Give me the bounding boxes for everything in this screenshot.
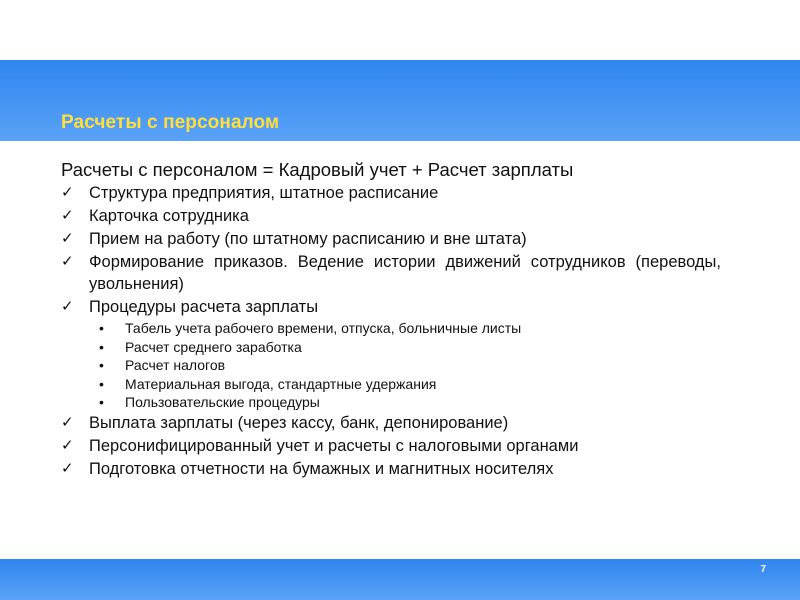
checkmark-icon: ✓ (61, 298, 74, 315)
sub-list-item (99, 375, 721, 394)
checkmark-icon: ✓ (61, 184, 74, 201)
sub-list (61, 319, 721, 412)
list-item-text: Прием на работу (по штатному расписанию и вне штата) (89, 230, 527, 248)
sub-list-item (99, 338, 721, 357)
page-number: 7 (760, 564, 766, 575)
list-item-text: Выплата зарплаты (через кассу, банк, депонирование) (89, 413, 509, 432)
bullet-icon: • (99, 375, 104, 392)
sub-list-item (99, 356, 721, 375)
list-item (61, 458, 721, 480)
bullet-icon: • (99, 320, 104, 336)
list-item (61, 412, 721, 434)
list-item (61, 182, 721, 204)
checkmark-icon: ✓ (61, 207, 74, 224)
slide-content (61, 159, 721, 481)
sub-list-item-text: Табель учета рабочего времени, отпуска, больничные листы (125, 320, 522, 336)
checkmark-icon: ✓ (61, 253, 74, 270)
list-item-text: Структура предприятия, штатное расписание (89, 184, 439, 202)
list-item (61, 296, 721, 318)
sub-list-item-text: Пользовательские процедуры (125, 394, 320, 410)
list-item-text: Формирование приказов. Ведение истории движений сотрудников (переводы, увольнения) (89, 253, 721, 293)
list-item (61, 205, 721, 227)
sub-list-item-text: Расчет налогов (125, 357, 226, 373)
list-item (61, 251, 721, 295)
bullet-icon: • (99, 338, 104, 355)
sub-list-item-text: Материальная выгода, стандартные удержания (125, 375, 437, 392)
list-item-text: Персонифицированный учет и расчеты с налоговыми органами (89, 436, 579, 455)
sub-list-item (99, 393, 721, 412)
list-item-text: Карточка сотрудника (89, 207, 249, 225)
bullet-icon: • (99, 394, 104, 410)
list-item (61, 435, 721, 457)
list-item-text: Процедуры расчета зарплаты (89, 298, 319, 316)
checkmark-icon: ✓ (61, 413, 74, 431)
sub-list-item (99, 319, 721, 338)
list-item-text: Подготовка отчетности на бумажных и магнитных носителях (89, 459, 554, 478)
list-item (61, 228, 721, 250)
checkmark-icon: ✓ (61, 436, 74, 454)
checkmark-icon: ✓ (61, 230, 74, 247)
slide-title: Расчеты с персоналом (61, 112, 280, 133)
bullet-icon: • (99, 357, 104, 373)
sub-list-item-text: Расчет среднего заработка (125, 338, 302, 355)
footer-band (0, 559, 800, 600)
checkmark-icon: ✓ (61, 459, 74, 477)
headline: Расчеты с персоналом = Кадровый учет + Расчет зарплаты (61, 159, 574, 180)
